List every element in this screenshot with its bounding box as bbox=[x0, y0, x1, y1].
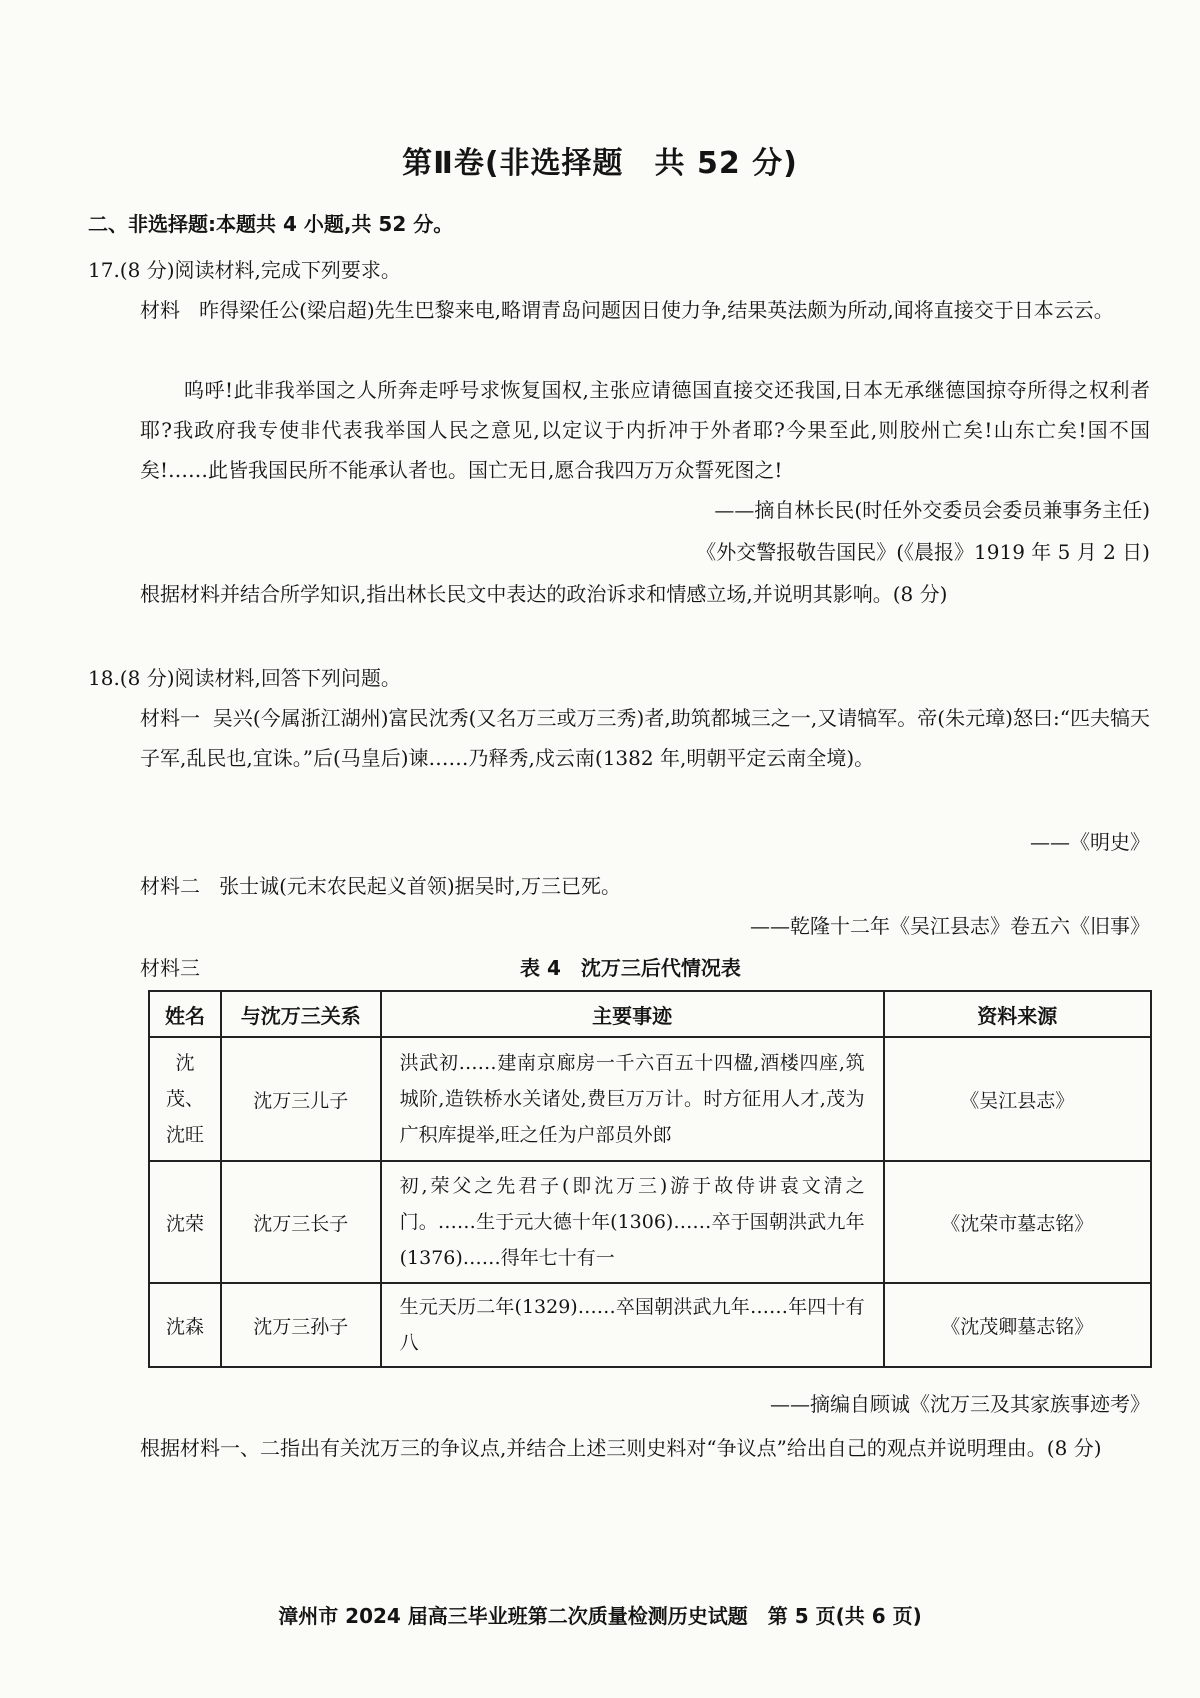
table-cell-name: 沈森 bbox=[149, 1283, 221, 1367]
table-cell-relation: 沈万三孙子 bbox=[221, 1283, 381, 1367]
q18-material2-source: ——乾隆十二年《吴江县志》卷五六《旧事》 bbox=[750, 914, 1150, 938]
section-title: 第Ⅱ卷(非选择题 共 52 分) bbox=[402, 146, 798, 181]
table-cell-deeds: 生元天历二年(1329)……卒国朝洪武九年……年四十有八 bbox=[381, 1283, 884, 1367]
table-header-row bbox=[149, 991, 1151, 1037]
q18-material3-label: 材料三 bbox=[140, 956, 200, 980]
table-cell-deeds: 洪武初……建南京廊房一千六百五十四楹,酒楼四座,筑城阶,造铁桥水关诸处,费巨万万计。时方征用人才,茂为广积库提举,旺之任为户部员外郎 bbox=[381, 1037, 884, 1161]
table-cell-relation: 沈万三长子 bbox=[221, 1161, 381, 1283]
table-caption: 表 4 沈万三后代情况表 bbox=[520, 956, 741, 980]
q18-material2 bbox=[140, 872, 621, 900]
table-header-cell: 与沈万三关系 bbox=[221, 991, 381, 1037]
q17-question: 根据材料并结合所学知识,指出林长民文中表达的政治诉求和情感立场,并说明其影响。(8 分) bbox=[140, 582, 948, 606]
q18-material1-label: 材料一 bbox=[140, 706, 201, 730]
table-row bbox=[149, 1161, 1151, 1283]
table-cell-source: 《沈荣市墓志铭》 bbox=[884, 1161, 1151, 1283]
q17-material-label: 材料 bbox=[140, 298, 180, 322]
table-cell-source: 《吴江县志》 bbox=[884, 1037, 1151, 1161]
table-cell-name: 沈茂、沈旺 bbox=[149, 1037, 221, 1161]
q18-material1-text: 吴兴(今属浙江湖州)富民沈秀(又名万三或万三秀)者,助筑都城三之一,又请犒军。帝(朱元璋)怒曰:“匹夫犒天子军,乱民也,宜诛。”后(马皇后)谏……乃释秀,戍云南(1382 年,明朝平定云南全境)。 bbox=[140, 706, 1151, 770]
q17-material-p1 bbox=[140, 290, 1150, 330]
q17-material-p1-text: 昨得梁任公(梁启超)先生巴黎来电,略谓青岛问题因日使力争,结果英法颇为所动,闻将直接交于日本云云。 bbox=[199, 298, 1114, 322]
table-cell-name: 沈荣 bbox=[149, 1161, 221, 1283]
table-cell-relation: 沈万三儿子 bbox=[221, 1037, 381, 1161]
q17-source-line2: 《外交警报敬告国民》(《晨报》1919 年 5 月 2 日) bbox=[696, 540, 1150, 564]
q18-material2-label: 材料二 bbox=[140, 874, 200, 898]
q18-question: 根据材料一、二指出有关沈万三的争议点,并结合上述三则史料对“争议点”给出自己的观点并说明理由。(8 分) bbox=[140, 1436, 1102, 1460]
table-row bbox=[149, 1283, 1151, 1367]
table-cell-source: 《沈茂卿墓志铭》 bbox=[884, 1283, 1151, 1367]
table-header-cell: 资料来源 bbox=[884, 991, 1151, 1037]
q17-header: 17.(8 分)阅读材料,完成下列要求。 bbox=[88, 258, 401, 282]
section-instructions: 二、非选择题:本题共 4 小题,共 52 分。 bbox=[88, 212, 454, 236]
table-row bbox=[149, 1037, 1151, 1161]
table-header-cell: 主要事迹 bbox=[381, 991, 884, 1037]
q17-source-line1: ——摘自林长民(时任外交委员会委员兼事务主任) bbox=[714, 498, 1150, 522]
q18-material2-text: 张士诚(元末农民起义首领)据吴时,万三已死。 bbox=[219, 874, 622, 898]
q17-material-p2: 呜呼!此非我举国之人所奔走呼号求恢复国权,主张应请德国直接交还我国,日本无承继德国掠夺所得之权利者耶?我政府我专使非代表我举国人民之意见,以定议于内折冲于外者耶?今果至此,则胶州亡矣!山东亡矣!国不国矣!……此皆我国民所不能承认者也。国亡无日,愿合我四万万众誓死图之! bbox=[140, 378, 1150, 482]
q18-header: 18.(8 分)阅读材料,回答下列问题。 bbox=[88, 666, 401, 690]
table-source: ——摘编自顾诚《沈万三及其家族事迹考》 bbox=[770, 1392, 1150, 1416]
descendants-table bbox=[148, 990, 1152, 1368]
page-footer: 漳州市 2024 届高三毕业班第二次质量检测历史试题 第 5 页(共 6 页) bbox=[278, 1604, 922, 1628]
q18-material1 bbox=[140, 698, 1150, 778]
q18-material1-source: ——《明史》 bbox=[1030, 830, 1150, 854]
table-header-cell: 姓名 bbox=[149, 991, 221, 1037]
table-cell-deeds: 初,荣父之先君子(即沈万三)游于故侍讲袁文清之门。……生于元大德十年(1306)……卒于国朝洪武九年(1376)……得年七十有一 bbox=[381, 1161, 884, 1283]
